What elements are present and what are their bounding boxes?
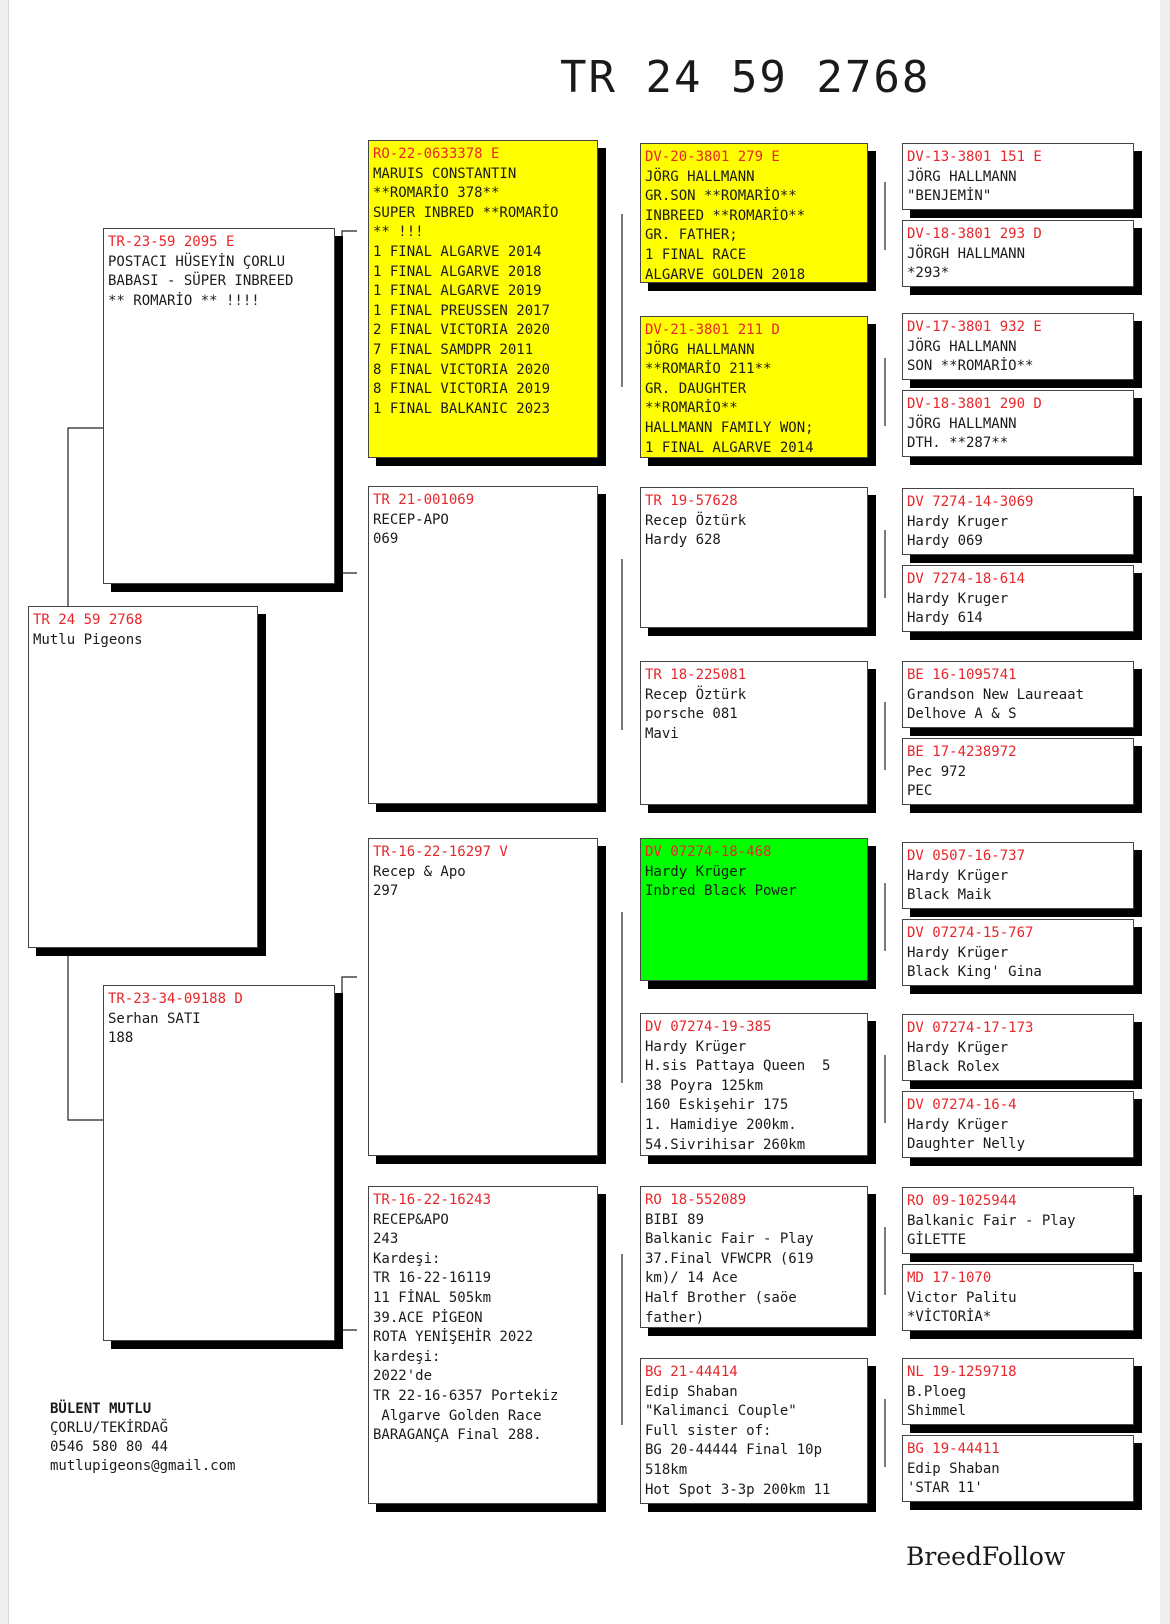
pigeon-info-line: HALLMANN FAMILY WON; [645,419,814,436]
pigeon-info-line: 1 FINAL ALGARVE 2018 [373,263,542,280]
pigeon-card-ddds [902,1358,1134,1425]
pigeon-info-line: 1 FINAL BALKANIC 2023 [373,400,551,417]
pigeon-info-line: GR. FATHER; [645,227,738,244]
pigeon-info-line: Grandson New Laureaat [907,686,1085,703]
pigeon-info-line: MARUIS CONSTANTIN [373,165,517,182]
pigeon-info-line: Algarve Golden Race [373,1407,542,1424]
pigeon-info-line: 54.Sivrihisar 260km [645,1136,806,1153]
pigeon-info-line: Full sister of: [645,1422,772,1439]
pigeon-info-line: POSTACI HÜSEYİN ÇORLU [108,253,286,270]
pigeon-info-line: Hardy Krüger [907,1039,1009,1056]
ring-number: TR 19-57628 [645,493,738,509]
pigeon-card-dam [103,985,335,1341]
pigeon-card-sddd [902,738,1134,805]
pigeon-info-line: **ROMARİO** [645,400,738,417]
pigeon-card-dsd [640,1013,868,1156]
pigeon-info-line: *293* [907,265,950,282]
pigeon-info-line: *VİCTORİA* [907,1309,992,1326]
pigeon-info-line: "Kalimanci Couple" [645,1403,797,1420]
pigeon-info-line: km)/ 14 Ace [645,1270,738,1287]
ring-number: DV-21-3801 211 D [645,322,780,338]
pigeon-info-line: 160 Eskişehir 175 [645,1097,789,1114]
pigeon-info-line: JÖRG HALLMANN [907,338,1017,355]
ring-number: TR-16-22-16243 [373,1192,492,1208]
pigeon-info-line: 8 FINAL VICTORIA 2020 [373,361,551,378]
pigeon-card-sdss [902,488,1134,555]
pigeon-info-line: 38 Poyra 125km [645,1077,764,1094]
pigeon-card-ssds [902,313,1134,380]
pigeon-info-line: Hot Spot 3-3p 200km 11 [645,1481,831,1498]
pigeon-info-line: **ROMARİO 378** [373,185,500,202]
pigeon-card-sssd [902,220,1134,287]
pigeon-card-ddss [902,1187,1134,1254]
ring-number: TR 24 59 2768 [33,612,143,628]
ring-number: MD 17-1070 [907,1270,992,1286]
pigeon-info-line: 1 FINAL ALGARVE 2019 [373,283,542,300]
pigeon-card-dddd [902,1435,1134,1502]
ring-number: DV 07274-15-767 [907,925,1034,941]
breeder-contact [50,1400,235,1476]
pigeon-info-line: GR.SON **ROMARİO** [645,188,797,205]
pigeon-info-line: 069 [373,531,399,548]
ring-number: DV-13-3801 151 E [907,149,1042,165]
pigeon-info-line: RECEP-APO [373,511,449,528]
pigeon-info-line: Hardy Krüger [907,1116,1009,1133]
ring-number: BG 21-44414 [645,1364,738,1380]
pigeon-info-line: JÖRGH HALLMANN [907,245,1026,262]
pigeon-card-dssd [902,919,1134,986]
pigeon-card-ss [368,140,598,458]
pigeon-info-line: TR 22-16-6357 Portekiz [373,1387,559,1404]
ring-number: TR 18-225081 [645,667,747,683]
pigeon-info-line: 37.Final VFWCPR (619 [645,1250,814,1267]
ring-number: DV 7274-18-614 [907,571,1026,587]
pigeon-info-line: Hardy Krüger [907,867,1009,884]
brand-logo: BreedFollow [906,1542,1066,1571]
pigeon-info-line: Hardy Krüger [645,863,747,880]
pigeon-info-line: 2 FINAL VICTORIA 2020 [373,322,551,339]
pigeon-card-sds [640,487,868,628]
pigeon-info-line: BABASI - SÜPER INBREED [108,273,294,290]
pigeon-info-line: 11 FİNAL 505km [373,1289,492,1306]
pigeon-info-line: 518km [645,1461,688,1478]
pigeon-info-line: Delhove A & S [907,706,1017,723]
pigeon-card-ds [368,838,598,1156]
pigeon-info-line: Half Brother (saöe [645,1289,797,1306]
pigeon-card-ddd [640,1358,868,1504]
pigeon-card-dsss [902,842,1134,909]
pigeon-info-line: porsche 081 [645,706,738,723]
pigeon-info-line: 243 [373,1231,399,1248]
pigeon-card-sdd [640,661,868,805]
pigeon-info-line: BIBI 89 [645,1211,705,1228]
pigeon-info-line: Recep Öztürk [645,512,747,529]
pigeon-info-line: Victor Palitu [907,1289,1017,1306]
pigeon-info-line: 39.ACE PİGEON [373,1309,483,1326]
pigeon-info-line: INBREED **ROMARİO** [645,207,806,224]
pigeon-card-dsdd [902,1091,1134,1158]
pigeon-info-line: Hardy Kruger [907,590,1009,607]
pigeon-card-sire [103,228,335,584]
pigeon-info-line: 7 FINAL SAMDPR 2011 [373,341,534,358]
pigeon-info-line: Black King' Gina [907,964,1042,981]
ring-number: TR-23-59 2095 E [108,234,235,250]
ring-number: BE 16-1095741 [907,667,1017,683]
ring-number: NL 19-1259718 [907,1364,1017,1380]
ring-number: DV 0507-16-737 [907,848,1026,864]
pigeon-info-line: Hardy Kruger [907,513,1009,530]
pigeon-info-line: DTH. **287** [907,435,1009,452]
pigeon-info-line: ROTA YENİŞEHİR 2022 [373,1329,534,1346]
pigeon-info-line: 297 [373,883,399,900]
ring-number: TR 21-001069 [373,492,475,508]
pigeon-card-sdds [902,661,1134,728]
pigeon-card-dd [368,1186,598,1504]
pigeon-info-line: PEC [907,783,933,800]
connector-sire [342,231,357,580]
ring-number: TR-16-22-16297 V [373,844,508,860]
pigeon-info-line: H.sis Pattaya Queen 5 [645,1058,831,1075]
pigeon-card-sdsd [902,565,1134,632]
pigeon-info-line: Hardy 614 [907,610,983,627]
pigeon-info-line: Balkanic Fair - Play [907,1212,1076,1229]
pigeon-card-sss [640,143,868,283]
pigeon-info-line: Hardy 628 [645,532,721,549]
pigeon-card-sd [368,486,598,804]
pigeon-info-line: BARAGANÇA Final 288. [373,1427,542,1444]
pigeon-info-line: Hardy Krüger [907,944,1009,961]
ring-number: RO-22-0633378 E [373,146,500,162]
ring-number: DV 07274-19-385 [645,1019,772,1035]
ring-number: BG 19-44411 [907,1441,1000,1457]
pigeon-info-line: BG 20-44444 Final 10p [645,1442,823,1459]
pigeon-info-line: JÖRG HALLMANN [645,168,755,185]
pigeon-info-line: Hardy Krüger [645,1038,747,1055]
pigeon-info-line: Edip Shaban [645,1383,738,1400]
pigeon-info-line: RECEP&APO [373,1211,449,1228]
pigeon-info-line: Black Rolex [907,1059,1000,1076]
pigeon-card-dsds [902,1014,1134,1081]
pigeon-info-line: 1. Hamidiye 200km. [645,1116,797,1133]
ring-number: DV 07274-17-173 [907,1020,1034,1036]
pigeon-info-line: SON **ROMARİO** [907,358,1034,375]
pigeon-info-line: JÖRG HALLMANN [645,341,755,358]
pigeon-info-line: 1 FINAL ALGARVE 2014 [645,439,814,456]
ring-number: DV-18-3801 293 D [907,226,1042,242]
pigeon-info-line: Recep Öztürk [645,686,747,703]
pigeon-info-line: Hardy 069 [907,533,983,550]
pigeon-card-ssdd [902,390,1134,457]
connector-dam [342,977,357,1330]
breeder-city: ÇORLU/TEKİRDAĞ [50,1420,169,1436]
pigeon-info-line: GİLETTE [907,1232,967,1249]
pigeon-info-line: Shimmel [907,1403,967,1420]
pigeon-info-line: 188 [108,1030,134,1047]
ring-number: BE 17-4238972 [907,744,1017,760]
pigeon-info-line: SUPER INBRED **ROMARİO [373,204,559,221]
pigeon-info-line: **ROMARİO 211** [645,361,772,378]
pigeon-info-line: 1 FINAL RACE [645,246,747,263]
pigeon-info-line: Daughter Nelly [907,1136,1026,1153]
pigeon-info-line: 2022'de [373,1368,433,1385]
ring-number: RO 09-1025944 [907,1193,1017,1209]
pigeon-info-line: father) [645,1309,705,1326]
pigeon-card-dds [640,1186,868,1328]
ring-number: DV 07274-18-468 [645,844,772,860]
ring-number: RO 18-552089 [645,1192,747,1208]
pigeon-info-line: TR 16-22-16119 [373,1270,492,1287]
pigeon-info-line: ** ROMARİO ** !!!! [108,292,260,309]
pigeon-info-line: JÖRG HALLMANN [907,415,1017,432]
breeder-name: BÜLENT MUTLU [50,1401,152,1417]
pigeon-info-line: Serhan SATI [108,1010,201,1027]
ring-number: DV 07274-16-4 [907,1097,1017,1113]
pigeon-card-dss [640,838,868,981]
pigeon-info-line: Inbred Black Power [645,883,797,900]
breeder-email: mutlupigeons@gmail.com [50,1458,236,1474]
pigeon-card-ssd [640,316,868,458]
pigeon-info-line: Pec 972 [907,763,967,780]
pigeon-info-line: Mavi [645,725,679,742]
pigeon-info-line: GR. DAUGHTER [645,380,747,397]
ring-number: DV 7274-14-3069 [907,494,1034,510]
ring-number: DV-17-3801 932 E [907,319,1042,335]
breeder-phone: 0546 580 80 44 [50,1439,169,1455]
ring-number: DV-18-3801 290 D [907,396,1042,412]
pigeon-info-line: "BENJEMİN" [907,188,992,205]
pigeon-card-ssss [902,143,1134,210]
pigeon-info-line: 1 FINAL PREUSSEN 2017 [373,302,551,319]
pigeon-info-line: Recep & Apo [373,863,466,880]
pigeon-info-line: Balkanic Fair - Play [645,1231,814,1248]
pigeon-card-subject [28,606,258,948]
pigeon-info-line: 'STAR 11' [907,1480,983,1497]
pigeon-info-line: JÖRG HALLMANN [907,168,1017,185]
pigeon-info-line: Mutlu Pigeons [33,631,143,648]
pigeon-info-line: B.Ploeg [907,1383,967,1400]
ring-number: TR-23-34-09188 D [108,991,243,1007]
pigeon-info-line: 8 FINAL VICTORIA 2019 [373,381,551,398]
pigeon-info-line: Edip Shaban [907,1460,1000,1477]
pigeon-info-line: ALGARVE GOLDEN 2018 [645,266,806,283]
pigeon-info-line: Black Maik [907,887,992,904]
pigeon-card-ddsd [902,1264,1134,1331]
pigeon-info-line: Kardeşi: [373,1250,441,1267]
page-title: TR 24 59 2768 [560,52,931,103]
pigeon-info-line: kardeşi: [373,1348,441,1365]
pigeon-info-line: ** !!! [373,224,424,241]
ring-number: DV-20-3801 279 E [645,149,780,165]
pigeon-info-line: 1 FINAL ALGARVE 2014 [373,243,542,260]
